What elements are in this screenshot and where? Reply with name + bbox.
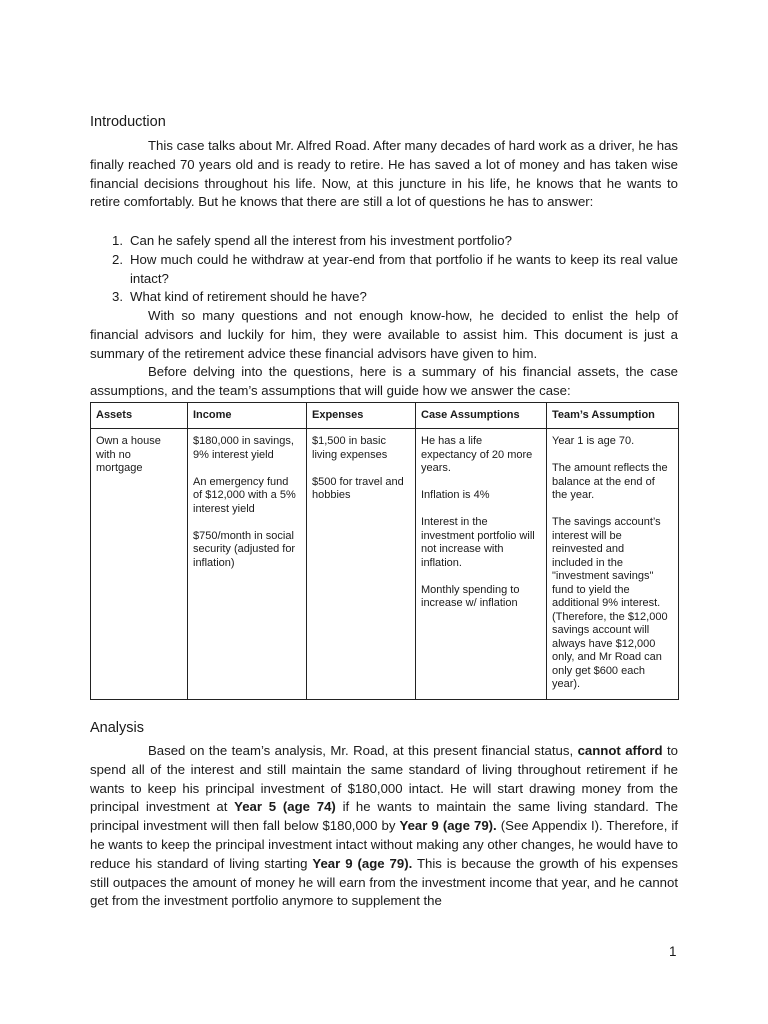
analysis-heading: Analysis <box>90 720 144 736</box>
introduction-paragraph: This case talks about Mr. Alfred Road. After many decades of hard work as a driver, he has finally reached 70 years old and is ready to retire. He has saved a lot of money and has taken wise financial decisions throughout his life. Now, at this juncture in his life, he knows that he wants to retire comfortably. But he knows that there are still a lot of questions he has to answer: <box>90 138 678 210</box>
financial-summary-table <box>90 402 679 700</box>
page-number: 1 <box>669 944 677 959</box>
case-assumptions-cell: He has a life expectancy of 20 more years. Inflation is 4% Interest in the investment portfolio will not increase with inflation. Monthly spending to increase w/ inflation <box>416 429 547 700</box>
team-assumption-cell: Year 1 is age 70. The amount reflects the balance at the end of the year. The savings account’s interest will be reinvested and included in the "investment savings" fund to yield the additional 9% interest. (Therefore, the $12,000 savings account will always have $12,000 only, and Mr Road can only get $600 each year). <box>547 429 679 700</box>
list-item <box>90 232 678 251</box>
column-header-assets: Assets <box>91 403 188 429</box>
assets-cell: Own a house with no mortgage <box>91 429 188 700</box>
introduction-heading: Introduction <box>90 114 166 130</box>
emphasis-year-9: Year 9 (age 79). <box>399 818 497 834</box>
list-item <box>90 251 678 289</box>
table-header-row <box>91 403 679 429</box>
list-item-text: Can he safely spend all the interest from his investment portfolio? <box>130 233 512 248</box>
list-number: 1. <box>112 233 123 248</box>
income-cell: $180,000 in savings, 9% interest yield An emergency fund of $12,000 with a 5% interest yield $750/month in social security (adjusted for inflation) <box>188 429 307 700</box>
list-number: 3. <box>112 289 123 305</box>
list-item-text: What kind of retirement should he have? <box>130 289 367 305</box>
emphasis-year-5: Year 5 (age 74) <box>234 799 336 815</box>
analysis-paragraph: Based on the team’s analysis, Mr. Road, at this present financial status, cannot afford to spend all of the interest and still maintain the same standard of living throughout retirement if he wants to keep his principal investment of $180,000 intact. He will start drawing money from the principal investment at Year 5 (age 74) if he wants to maintain the same living standard. The principal investment will then fall below $180,000 by Year 9 (age 79). (See Appendix I). Therefore, if he wants to keep the principal investment intact without making any other changes, he would have to reduce his standard of living starting Year 9 (age 79). This is because the growth of his expenses still outpaces the amount of money he will earn from the investment income that year, and he cannot get from the investment portfolio anymore to supplement the <box>90 743 679 909</box>
table-row <box>91 429 679 700</box>
emphasis-cannot-afford: cannot afford <box>577 743 663 758</box>
column-header-case-assumptions: Case Assumptions <box>416 403 547 429</box>
list-item-text: How much could he withdraw at year-end from that portfolio if he wants to keep its real value intact? <box>130 251 678 286</box>
emphasis-year-9-second: Year 9 (age 79). <box>312 855 413 871</box>
list-number: 2. <box>112 251 123 267</box>
column-header-team-assumption: Team’s Assumption <box>547 403 679 429</box>
summary-intro-paragraph: Before delving into the questions, here is a summary of his financial assets, the case assumptions, and the team’s assumptions that will guide how we answer the case: <box>90 364 678 398</box>
column-header-income: Income <box>188 403 307 429</box>
expenses-cell: $1,500 in basic living expenses $500 for travel and hobbies <box>307 429 416 700</box>
questions-list <box>90 232 678 307</box>
column-header-expenses: Expenses <box>307 403 416 429</box>
advisors-paragraph: With so many questions and not enough know-how, he decided to enlist the help of financial advisors and luckily for him, they were available to assist him. This document is just a summary of the retirement advice these financial advisors have given to him. <box>90 308 678 361</box>
list-item <box>90 288 678 307</box>
